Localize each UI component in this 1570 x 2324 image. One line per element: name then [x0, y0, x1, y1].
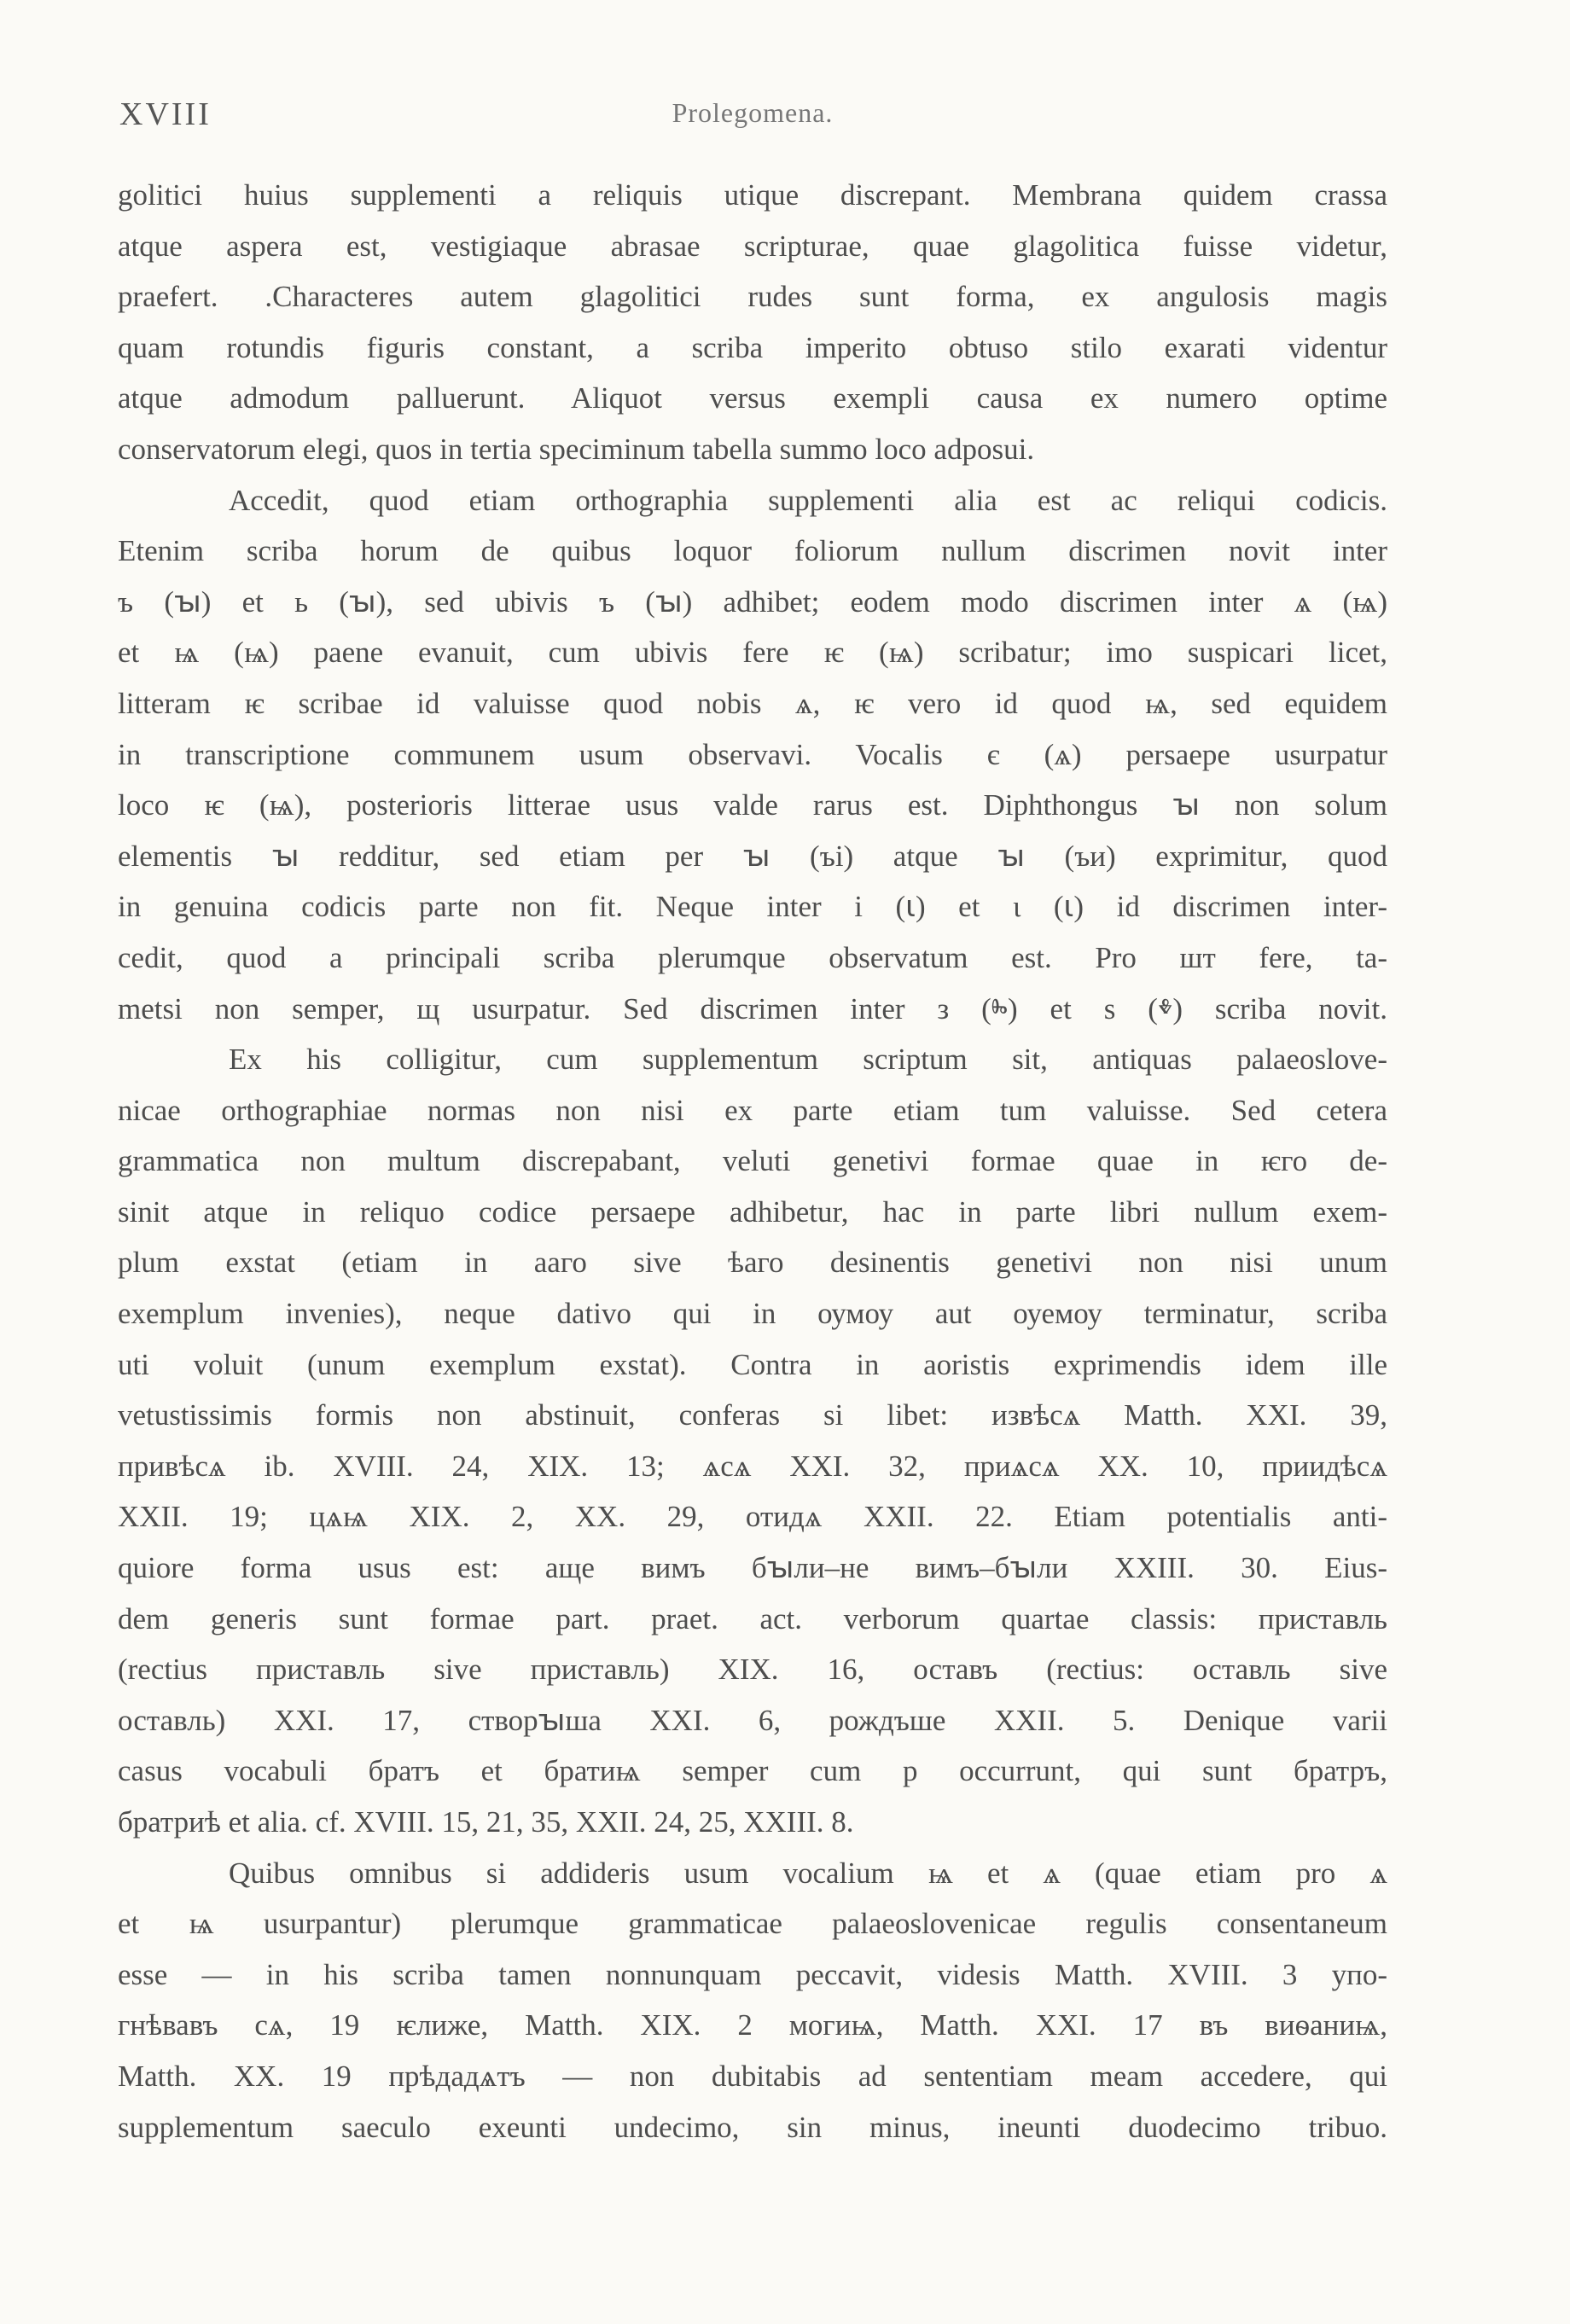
text-line: ъ (ꙑ) et ь (ꙑ), sed ubivis ъ (ꙑ) adhibet; eodem modo discrimen inter ѧ (ѩ): [118, 584, 1387, 619]
text-line: esse — in his scriba tamen nonnunquam peccavit, videsis Matth. XVIII. 3 упо-: [118, 1957, 1387, 1991]
body-text: [118, 170, 1387, 2153]
text-line: atque admodum palluerunt. Aliquot versus exempli causa ex numero optime: [118, 381, 1387, 415]
text-line: supplementum saeculo exeunti undecimo, sin minus, ineunti duodecimo tribuo.: [118, 2110, 1387, 2144]
paragraph-first-line: Accedit, quod etiam orthographia supplementi alia est ac reliqui codicis.: [229, 483, 1387, 517]
text-line: cedit, quod a principali scriba plerumque observatum est. Pro шт fere, ta-: [118, 940, 1387, 974]
text-line: братриѣ et alia. cf. XVIII. 15, 21, 35, XXII. 24, 25, XXIII. 8.: [118, 1805, 854, 1839]
text-line: quam rotundis figuris constant, a scriba imperito obtuso stilo exarati videntur: [118, 330, 1387, 364]
text-line: XXII. 19; цѧѩ XIX. 2, XX. 29, отидѧ XXII. 22. Etiam potentialis anti-: [118, 1500, 1387, 1534]
text-line: conservatorum elegi, quos in tertia speciminum tabella summo loco adposui.: [118, 432, 1035, 466]
folio-number: XVIII: [119, 96, 212, 132]
text-line: et ѩ usurpantur) plerumque grammaticae palaeoslovenicae regulis consentaneum: [118, 1907, 1387, 1941]
text-line: оставль) XXI. 17, створꙑша XXI. 6, рождъше XXII. 5. Denique varii: [118, 1703, 1387, 1737]
text-line: vetustissimis formis non abstinuit, conferas si libet: извѣсѧ Matth. XXI. 39,: [118, 1398, 1387, 1432]
text-line: elementis ꙑ redditur, sed etiam per ꙑ (ъі) atque ꙑ (ъи) exprimitur, quod: [118, 839, 1387, 873]
text-line: litteram ѥ scribae id valuisse quod nobis ѧ, ѥ vero id quod ѩ, sed equidem: [118, 686, 1387, 720]
text-line: Matth. XX. 19 прѣдадѧтъ — non dubitabis ad sententiam meam accedere, qui: [118, 2059, 1387, 2093]
text-line: привѣсѧ ib. XVIII. 24, XIX. 13; ѧсѧ XXI. 32, приѧсѧ XX. 10, приидѣсѧ: [118, 1449, 1387, 1483]
text-line: plum exstat (etiam in ааго sive ѣаго desinentis genetivi non nisi unum: [118, 1246, 1387, 1280]
paragraph-first-line: Quibus omnibus si addideris usum vocalium ѩ et ѧ (quae etiam pro ѧ: [229, 1856, 1387, 1890]
text-line: atque aspera est, vestigiaque abrasae scripturae, quae glagolitica fuisse videtur,: [118, 229, 1387, 263]
text-line: nicae orthographiae normas non nisi ex parte etiam tum valuisse. Sed cetera: [118, 1093, 1387, 1127]
text-line: Etenim scriba horum de quibus loquor foliorum nullum discrimen novit inter: [118, 534, 1387, 568]
text-line: гнѣвавъ сѧ, 19 ѥлиже, Matth. XIX. 2 могиѩ, Matth. XXI. 17 въ виѳаниѩ,: [118, 2008, 1387, 2042]
text-line: (rectius приставль sive приставль) XIX. 16, оставъ (rectius: оставль sive: [118, 1653, 1387, 1687]
text-line: in transcriptione communem usum observavi. Vocalis є (ѧ) persaepe usurpatur: [118, 737, 1387, 771]
text-line: golitici huius supplementi a reliquis utique discrepant. Membrana quidem crassa: [118, 178, 1387, 212]
text-line: loco ѥ (ѩ), posterioris litterae usus valde rarus est. Diphthongus ꙑ non solum: [118, 788, 1387, 822]
text-line: in genuina codicis parte non fit. Neque inter і (ꙇ) et ι (ꙇ) id discrimen inter-: [118, 890, 1387, 924]
page-header: [119, 96, 1386, 140]
text-line: et ѩ (ѩ) paene evanuit, cum ubivis fere ѥ (ѩ) scribatur; imo suspicari licet,: [118, 636, 1387, 670]
text-line: sinit atque in reliquo codice persaepe adhibetur, hac in parte libri nullum exem-: [118, 1194, 1387, 1229]
running-title: Prolegomena.: [672, 97, 834, 128]
text-line: uti voluit (unum exemplum exstat). Contra in aoristis exprimendis idem ille: [118, 1347, 1387, 1381]
text-line: grammatica non multum discrepabant, veluti genetivi formae quae in ѥго de-: [118, 1144, 1387, 1178]
paragraph-first-line: Ex his colligitur, cum supplementum scriptum sit, antiquas palaeoslove-: [229, 1043, 1387, 1077]
text-line: dem generis sunt formae part. praet. act. verborum quartae classis: приставль: [118, 1601, 1387, 1636]
text-line: praefert. .Characteres autem glagolitici rudes sunt forma, ex angulosis magis: [118, 280, 1387, 314]
text-line: casus vocabuli братъ et братиѩ semper cum р occurrunt, qui sunt братръ,: [118, 1754, 1387, 1788]
text-line: quiore forma usus est: аще вимъ бꙑли–не вимъ–бꙑли XXIII. 30. Eius-: [118, 1551, 1387, 1585]
text-line: metsi non semper, щ usurpatur. Sed discrimen inter з (ⰸ) et ѕ (ⰷ) scriba novit.: [118, 991, 1387, 1025]
text-line: exemplum invenies), neque dativo qui in оумоу aut оуемоу terminatur, scriba: [118, 1297, 1387, 1331]
